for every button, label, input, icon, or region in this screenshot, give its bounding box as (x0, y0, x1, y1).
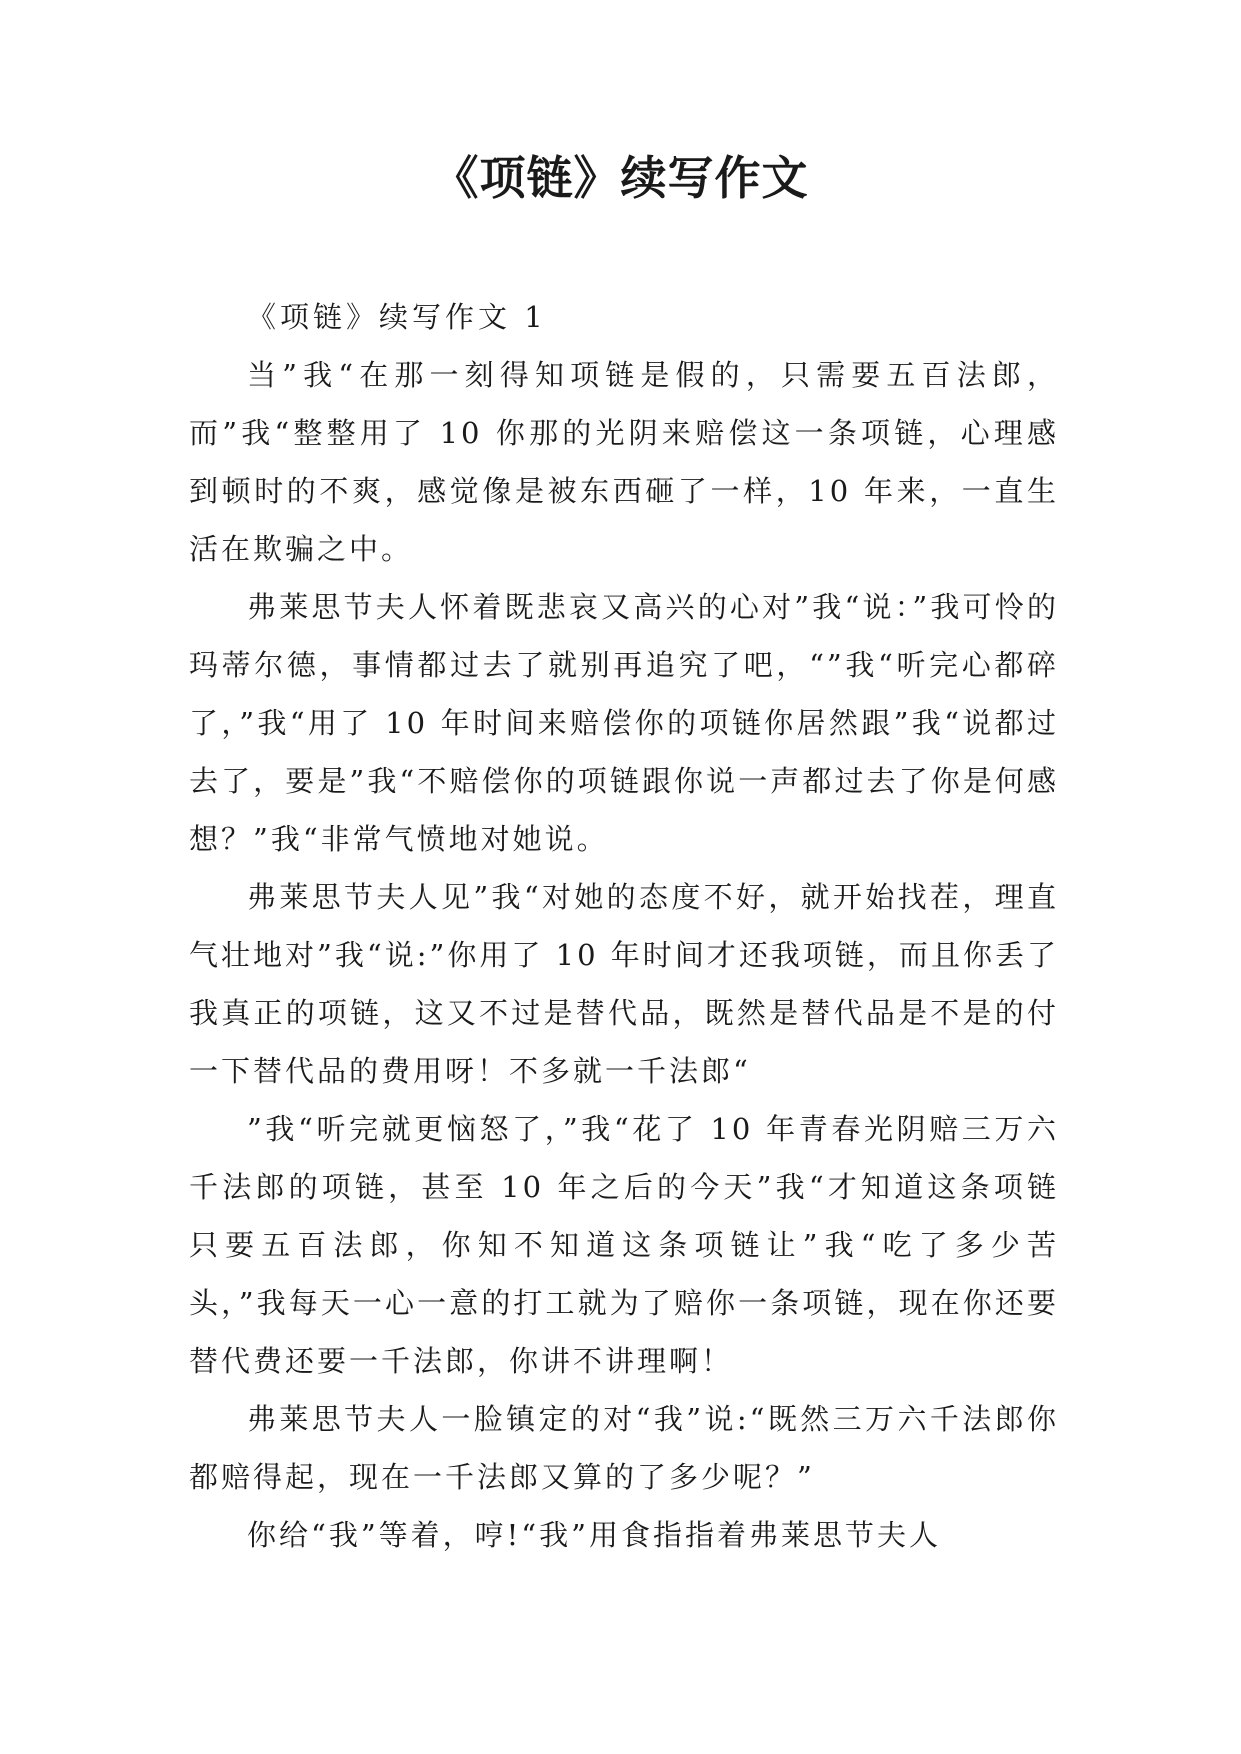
paragraph-6: 你给“我”等着，哼!“我”用食指指着弗莱思节夫人 (247, 1518, 941, 1552)
document-body (189, 288, 1059, 1564)
document-title: 《项链》续写作文 (432, 151, 809, 205)
paragraph-2: 弗莱思节夫人怀着既悲哀又高兴的心对”我“说：”我可怜的玛蒂尔德，事情都过去了就别再追究了吧，“”我“听完心都碎了，”我“用了 10 年时间来赔偿你的项链你居然跟”我“说都过去了，要是”我“不赔偿你的项链跟你说一声都过去了你是何感想？”我“非常气愤地对她说。 (189, 590, 1059, 856)
paragraph-4: ”我“听完就更恼怒了，”我“花了 10 年青春光阴赔三万六千法郎的项链，甚至 10 年之后的今天”我“才知道这条项链只要五百法郎，你知不知道这条项链让”我“吃了多少苦头，”我每天一心一意的打工就为了赔你一条项链，现在你还要替代费还要一千法郎，你讲不讲理啊！ (189, 1112, 1059, 1378)
paragraph-3: 弗莱思节夫人见”我“对她的态度不好，就开始找茬，理直气壮地对”我“说:”你用了 10 年时间才还我项链，而且你丢了我真正的项链，这又不过是替代品，既然是替代品是不是的付一下替代品的费用呀！不多就一千法郎“ (189, 880, 1059, 1088)
paragraph-5: 弗莱思节夫人一脸镇定的对“我”说:“既然三万六千法郎你都赔得起，现在一千法郎又算的了多少呢？” (189, 1402, 1059, 1494)
paragraph-1: 当”我“在那一刻得知项链是假的，只需要五百法郎，而”我“整整用了 10 你那的光阴来赔偿这一条项链，心理感到顿时的不爽，感觉像是被东西砸了一样，10 年来，一直生活在欺骗之中。 (189, 358, 1059, 566)
section-heading: 《项链》续写作文 1 (247, 300, 547, 334)
